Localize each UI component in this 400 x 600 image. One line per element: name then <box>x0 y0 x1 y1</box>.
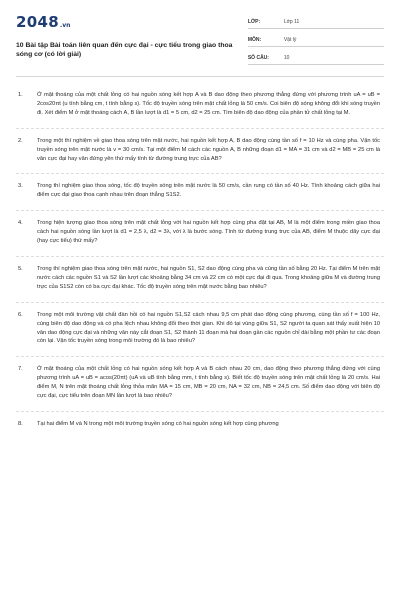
question-number: 5. <box>18 265 23 272</box>
meta-label: MÔN: <box>247 37 262 43</box>
question-text: Trong hiện tượng giao thoa sóng trên mặt chất lỏng với hai nguồn kết hợp cùng pha đặt tại AB, M là một điểm trong miền giao thoa cách hai nguồn sóng lần lượt là d1 = 2,5 λ, d2 = 3λ, với λ là bước sóng. Tính từ đường trung trực của AB, điểm M thuộc dãy cực đại (hay cực tiểu) thứ mấy? <box>37 220 380 245</box>
question-text: Trong thí nghiệm giao thoa sóng trên mặt nước, hai nguồn S1, S2 dao động cùng pha và cùng tần số bằng 20 Hz. Tại điểm M trên mặt nước cách các nguồn S1 và S2 lần lượt các khoảng bằng 34 cm và 22 cm có một cực đại đi qua. Trong khoảng giữa M và đường trung trực của S1S2 còn có ba cực đại khác. Tốc độ truyền sóng trên mặt nước bằng bao nhiêu? <box>37 265 380 290</box>
question-item <box>16 311 384 358</box>
question-item <box>16 219 384 257</box>
question-text: Tại hai điểm M và N trong một môi trường truyền sóng có hai nguồn sóng kết hợp cùng phương <box>37 420 279 427</box>
meta-value: Vật lý <box>283 37 297 43</box>
meta-value: 10 <box>283 55 290 61</box>
brand-block <box>16 14 248 59</box>
question-number: 7. <box>18 366 23 373</box>
logo-text: 2048 <box>16 13 59 31</box>
question-number: 1. <box>18 92 23 98</box>
question-text: Trong một môi trường vật chất đàn hồi có hai nguồn S1,S2 cách nhau 9,5 cm phát dao động cùng phương, cùng tần số f = 100 Hz, cùng biên độ dao động và có pha lệch nhau không đổi theo thời gian. Khi đó tại vùng giữa S1, S2 người ta quan sát thấy xuất hiện 10 vân dao động cực đại và những vân này cắt đoạn S1, S2 thành 11 đoạn mà hai đoạn gần các nguồn chỉ dài bằng một phần tư các đoạn còn lại. Vận tốc truyền sóng trong môi trường đó là bao nhiêu? <box>37 311 380 345</box>
question-item <box>16 365 384 412</box>
logo-tld: .vn <box>59 22 71 29</box>
header-divider <box>16 76 384 77</box>
meta-row-count <box>248 52 384 65</box>
question-list <box>16 91 384 439</box>
question-text: Trong thí nghiệm giao thoa sóng, tốc độ truyền sóng trên mặt nước là 50 cm/s, cần rung có tần số 40 Hz. Tính khoảng cách giữa hai điểm cực đại giao thoa cạnh nhau trên đoạn thẳng S1S2. <box>37 183 380 199</box>
meta-row-class <box>248 16 384 29</box>
question-text: Ở mặt thoáng của một chất lỏng có hai nguồn sóng kết hợp A và B cách nhau 20 cm, dao động theo phương thẳng đứng với cùng phương trình uA = uB = acos(20πt) (uA và uB tính bằng mm, t tính bằng s). Biết tốc độ truyền sóng trên mặt chất lỏng là 20 cm/s. Hai điểm M, N trên mặt thoáng chất lỏng thỏa mãn MA = 15 cm, MB = 20 cm, NA = 32 cm, NB = 24,5 cm. Số điểm dao động với biên độ cực đại, cực tiểu trên đoạn MN lần lượt là bao nhiêu? <box>37 366 380 400</box>
question-text: Ở mặt thoáng của một chất lỏng có hai nguồn sóng kết hợp A và B dao động theo phương thẳng đứng với phương trình uA = uB = 2cos20πt (u tính bằng cm, t tính bằng s). Tốc độ truyền sóng trên mặt chất lỏng là 50 cm/s. Coi biên độ sóng không đổi khi sóng truyền đi. Xét điểm M ở mặt thoáng cách A, B lần lượt là d1 = 5 cm, d2 = 25 cm. Tìm biên độ dao động của phần tử chất lỏng tại M. <box>37 92 380 116</box>
document-header <box>16 14 384 70</box>
document-title: 10 Bài tập Bài toán liên quan đến cực đại - cực tiểu trong giao thoa sóng cơ (có lời giải) <box>16 42 233 58</box>
question-number: 2. <box>18 137 23 144</box>
question-number: 6. <box>18 311 23 318</box>
question-item <box>16 137 384 175</box>
meta-value: Lớp 11 <box>283 19 300 25</box>
document-meta <box>248 16 384 70</box>
site-logo[interactable] <box>16 14 248 34</box>
question-item <box>16 182 384 211</box>
question-number: 3. <box>18 183 23 190</box>
question-number: 4. <box>18 220 23 227</box>
question-text: Trong một thí nghiệm về giao thoa sóng trên mặt nước, hai nguồn kết hợp A, B dao động cùng tần số f = 10 Hz và cùng pha. Vận tốc truyền sóng trên mặt nước là v = 30 cm/s. Tại một điểm M cách các nguồn A, B những đoạn d1 = MA = 31 cm và d2 = MB = 25 cm là vân cực đại hay vân đứng yên thứ mấy tính từ đường trung trực của AB? <box>37 137 380 162</box>
meta-label: SỐ CÂU: <box>247 55 269 61</box>
question-item <box>16 265 384 303</box>
question-item <box>16 91 384 129</box>
question-item <box>16 420 384 439</box>
meta-row-subject <box>248 34 384 47</box>
meta-label: LỚP: <box>247 19 261 25</box>
question-number: 8. <box>18 420 23 427</box>
